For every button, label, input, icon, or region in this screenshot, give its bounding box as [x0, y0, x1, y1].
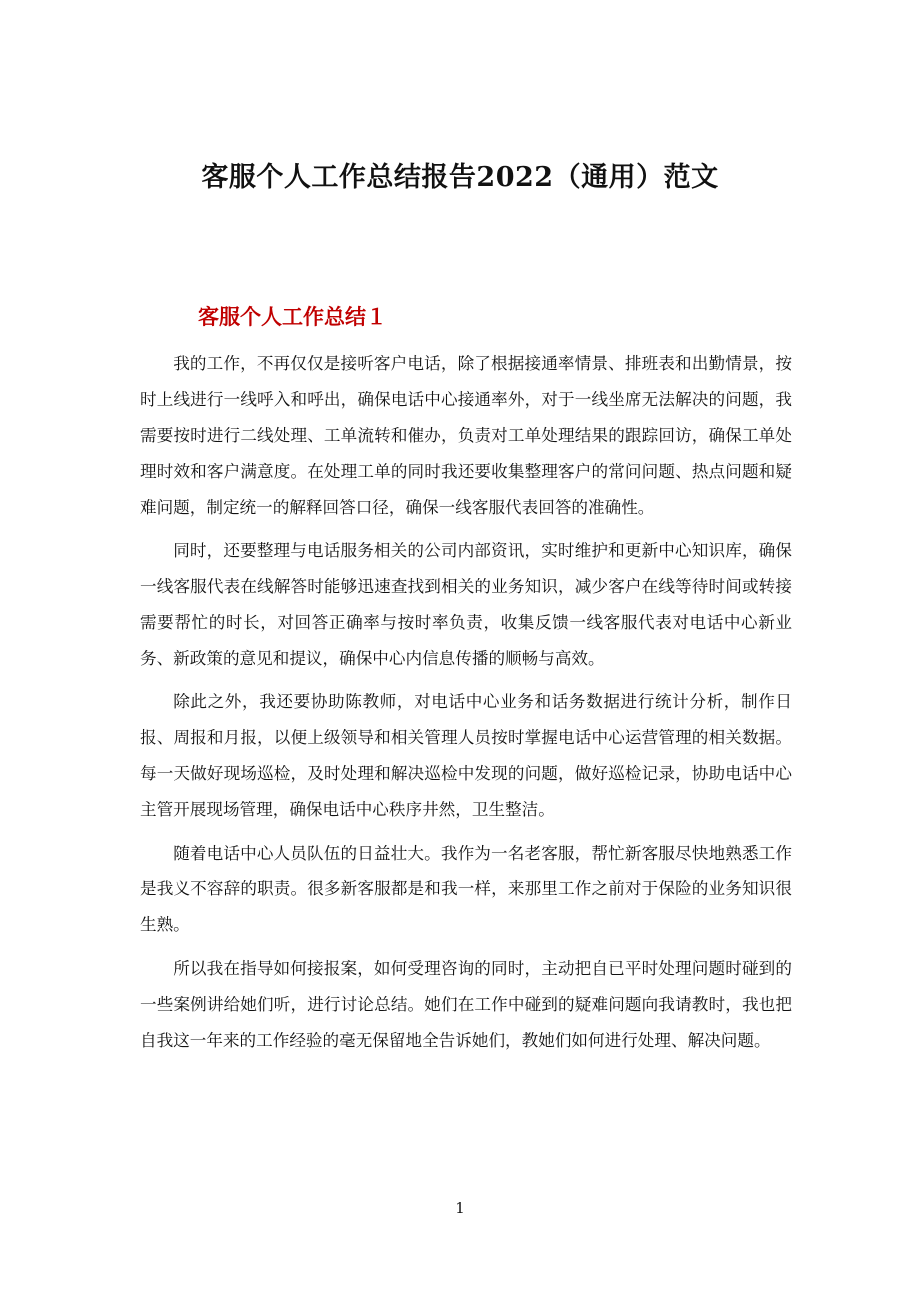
body-paragraph: 所以我在指导如何接报案，如何受理咨询的同时，主动把自已平时处理问题时碰到的一些案例讲给她们听，进行讨论总结。她们在工作中碰到的疑难问题向我请教时，我也把自我这一年来的工作经验的毫无保留地全告诉她们，教她们如何进行处理、解决问题。	[140, 958, 792, 1050]
body-paragraph: 随着电话中心人员队伍的日益壮大。我作为一名老客服，帮忙新客服尽快地熟悉工作是我义不容辞的职责。很多新客服都是和我一样，来那里工作之前对于保险的业务知识很生熟。	[140, 843, 792, 935]
document-title: 客服个人工作总结报告2022（通用）范文	[201, 162, 719, 193]
section-heading: 客服个人工作总结１	[198, 304, 387, 329]
body-paragraph: 我的工作，不再仅仅是接听客户电话，除了根据接通率情景、排班表和出勤情景，按时上线进行一线呼入和呼出，确保电话中心接通率外，对于一线坐席无法解决的问题，我需要按时进行二线处理、工单流转和催办，负责对工单处理结果的跟踪回访，确保工单处理时效和客户满意度。在处理工单的同时我还要收集整理客户的常问问题、热点问题和疑难问题，制定统一的解释回答口径，确保一线客服代表回答的准确性。	[140, 354, 792, 517]
page-number: 1	[455, 1199, 465, 1217]
body-paragraph: 除此之外，我还要协助陈教师，对电话中心业务和话务数据进行统计分析，制作日报、周报和月报，以便上级领导和相关管理人员按时掌握电话中心运营管理的相关数据。每一天做好现场巡检，及时处理和解决巡检中发现的问题，做好巡检记录，协助电话中心主管开展现场管理，确保电话中心秩序井然，卫生整洁。	[140, 692, 792, 820]
section-body	[140, 346, 792, 1066]
body-paragraph: 同时，还要整理与电话服务相关的公司内部资讯，实时维护和更新中心知识库，确保一线客服代表在线解答时能够迅速查找到相关的业务知识，减少客户在线等待时间或转接需要帮忙的时长，对回答正确率与按时率负责，收集反馈一线客服代表对电话中心新业务、新政策的意见和提议，确保中心内信息传播的顺畅与高效。	[140, 541, 792, 668]
